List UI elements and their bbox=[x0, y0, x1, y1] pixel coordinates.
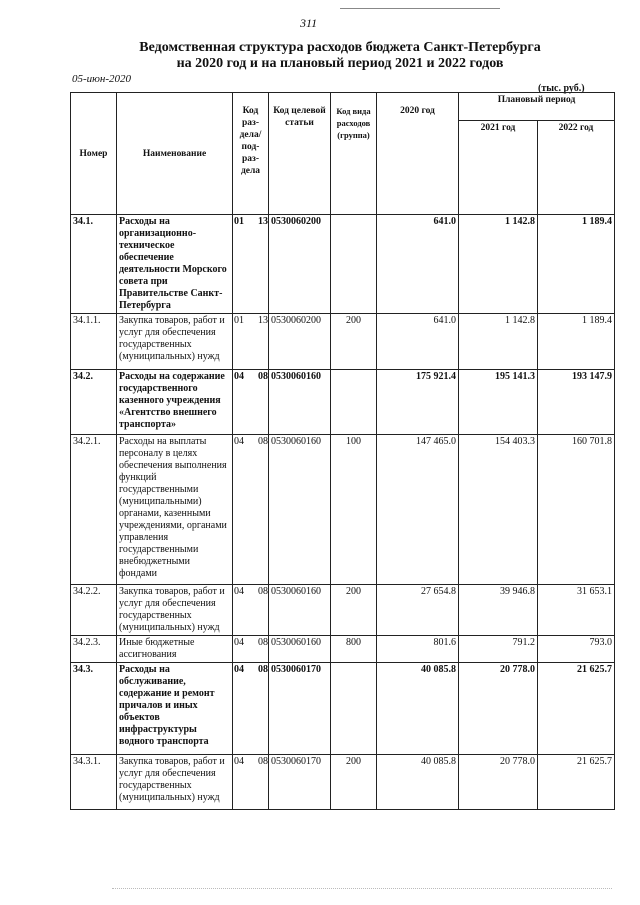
row-razdel bbox=[233, 370, 269, 435]
table-row bbox=[71, 755, 615, 810]
row-2021-value: 1 142.8 bbox=[459, 314, 538, 370]
row-number: 34.3.1. bbox=[71, 755, 117, 810]
row-2021-value: 20 778.0 bbox=[459, 755, 538, 810]
table-row bbox=[71, 435, 615, 585]
row-name: Закупка товаров, работ и услуг для обеспечения государственных (муниципальных) нужд bbox=[117, 755, 233, 810]
row-razdel bbox=[233, 314, 269, 370]
row-target-code: 0530060170 bbox=[269, 663, 331, 755]
row-podrazdel-code: 08 bbox=[258, 664, 268, 675]
row-2020-value: 801.6 bbox=[377, 636, 459, 663]
row-vid-code bbox=[331, 370, 377, 435]
row-2022-value: 1 189.4 bbox=[538, 314, 615, 370]
row-vid-code: 800 bbox=[331, 636, 377, 663]
row-name: Расходы на обслуживание, содержание и ремонт причалов и иных объектов инфраструктуры водного транспорта bbox=[117, 663, 233, 755]
row-razdel-code: 04 bbox=[234, 436, 244, 447]
row-2020-value: 40 085.8 bbox=[377, 755, 459, 810]
row-name: Расходы на организационно-техническое обеспечение деятельности Морского совета при Правительстве Санкт-Петербурга bbox=[117, 215, 233, 314]
row-razdel bbox=[233, 663, 269, 755]
table-row bbox=[71, 663, 615, 755]
row-podrazdel-code: 08 bbox=[258, 756, 268, 767]
header-2020: 2020 год bbox=[377, 93, 459, 215]
row-vid-code: 200 bbox=[331, 314, 377, 370]
row-2021-value: 39 946.8 bbox=[459, 585, 538, 636]
document-date: 05-июн-2020 bbox=[72, 73, 132, 85]
row-vid-code bbox=[331, 215, 377, 314]
row-number: 34.3. bbox=[71, 663, 117, 755]
document-title bbox=[120, 40, 560, 72]
row-razdel bbox=[233, 755, 269, 810]
row-podrazdel-code: 08 bbox=[258, 436, 268, 447]
row-2022-value: 160 701.8 bbox=[538, 435, 615, 585]
row-2022-value: 793.0 bbox=[538, 636, 615, 663]
row-razdel bbox=[233, 585, 269, 636]
row-number: 34.2.1. bbox=[71, 435, 117, 585]
row-razdel bbox=[233, 215, 269, 314]
row-razdel-code: 04 bbox=[234, 664, 244, 675]
row-vid-code: 200 bbox=[331, 585, 377, 636]
row-vid-code bbox=[331, 663, 377, 755]
header-vid: Код вида расходов (группа) bbox=[331, 93, 377, 215]
header-2022: 2022 год bbox=[538, 121, 615, 215]
row-razdel-code: 01 bbox=[234, 315, 244, 326]
row-2020-value: 175 921.4 bbox=[377, 370, 459, 435]
title-line-1: Ведомственная структура расходов бюджета Санкт-Петербурга bbox=[139, 40, 541, 55]
row-name: Расходы на содержание государственного казенного учреждения «Агентство внешнего транспорта» bbox=[117, 370, 233, 435]
header-razdel: Код раз- дела/ под- раз- дела bbox=[233, 93, 269, 215]
row-target-code: 0530060200 bbox=[269, 215, 331, 314]
row-2022-value: 193 147.9 bbox=[538, 370, 615, 435]
row-target-code: 0530060200 bbox=[269, 314, 331, 370]
row-vid-code: 100 bbox=[331, 435, 377, 585]
row-podrazdel-code: 08 bbox=[258, 586, 268, 597]
table-body bbox=[71, 215, 615, 810]
row-2022-value: 21 625.7 bbox=[538, 663, 615, 755]
row-podrazdel-code: 13 bbox=[258, 315, 268, 326]
row-number: 34.2.3. bbox=[71, 636, 117, 663]
row-podrazdel-code: 08 bbox=[258, 637, 268, 648]
row-2020-value: 641.0 bbox=[377, 314, 459, 370]
row-target-code: 0530060160 bbox=[269, 370, 331, 435]
bottom-rule bbox=[112, 888, 612, 889]
row-name: Закупка товаров, работ и услуг для обеспечения государственных (муниципальных) нужд bbox=[117, 585, 233, 636]
row-razdel-code: 04 bbox=[234, 371, 244, 382]
table-row bbox=[71, 370, 615, 435]
row-2021-value: 195 141.3 bbox=[459, 370, 538, 435]
row-2021-value: 20 778.0 bbox=[459, 663, 538, 755]
row-razdel-code: 04 bbox=[234, 637, 244, 648]
row-2021-value: 154 403.3 bbox=[459, 435, 538, 585]
row-podrazdel-code: 08 bbox=[258, 371, 268, 382]
header-target: Код целевой статьи bbox=[269, 93, 331, 215]
row-2020-value: 27 654.8 bbox=[377, 585, 459, 636]
header-name: Наименование bbox=[117, 93, 233, 215]
row-target-code: 0530060170 bbox=[269, 755, 331, 810]
row-number: 34.1.1. bbox=[71, 314, 117, 370]
row-razdel-code: 01 bbox=[234, 216, 244, 227]
budget-table bbox=[70, 92, 615, 810]
header-number: Номер bbox=[71, 93, 117, 215]
row-vid-code: 200 bbox=[331, 755, 377, 810]
units-label: (тыс. руб.) bbox=[538, 83, 585, 94]
row-podrazdel-code: 13 bbox=[258, 216, 268, 227]
row-2021-value: 1 142.8 bbox=[459, 215, 538, 314]
row-number: 34.2. bbox=[71, 370, 117, 435]
row-2020-value: 641.0 bbox=[377, 215, 459, 314]
row-target-code: 0530060160 bbox=[269, 435, 331, 585]
row-target-code: 0530060160 bbox=[269, 585, 331, 636]
table-row bbox=[71, 636, 615, 663]
row-2022-value: 31 653.1 bbox=[538, 585, 615, 636]
title-line-2: на 2020 год и на плановый период 2021 и 2022 годов bbox=[176, 56, 504, 71]
row-target-code: 0530060160 bbox=[269, 636, 331, 663]
row-2022-value: 1 189.4 bbox=[538, 215, 615, 314]
row-2020-value: 40 085.8 bbox=[377, 663, 459, 755]
table-row bbox=[71, 585, 615, 636]
table-row bbox=[71, 314, 615, 370]
row-2020-value: 147 465.0 bbox=[377, 435, 459, 585]
row-name: Закупка товаров, работ и услуг для обеспечения государственных (муниципальных) нужд bbox=[117, 314, 233, 370]
row-razdel bbox=[233, 636, 269, 663]
row-2022-value: 21 625.7 bbox=[538, 755, 615, 810]
row-name: Иные бюджетные ассигнования bbox=[117, 636, 233, 663]
header-plan: Плановый период bbox=[459, 93, 615, 121]
row-razdel-code: 04 bbox=[234, 756, 244, 767]
row-number: 34.1. bbox=[71, 215, 117, 314]
table-row bbox=[71, 215, 615, 314]
header-2021: 2021 год bbox=[459, 121, 538, 215]
row-name: Расходы на выплаты персоналу в целях обеспечения выполнения функций государственными (муниципальными) органами, казенными учреждениями, органами управления государственными внебюджетными фондами bbox=[117, 435, 233, 585]
row-razdel bbox=[233, 435, 269, 585]
top-rule bbox=[340, 8, 500, 9]
row-razdel-code: 04 bbox=[234, 586, 244, 597]
row-number: 34.2.2. bbox=[71, 585, 117, 636]
page-number: 311 bbox=[300, 16, 318, 30]
row-2021-value: 791.2 bbox=[459, 636, 538, 663]
